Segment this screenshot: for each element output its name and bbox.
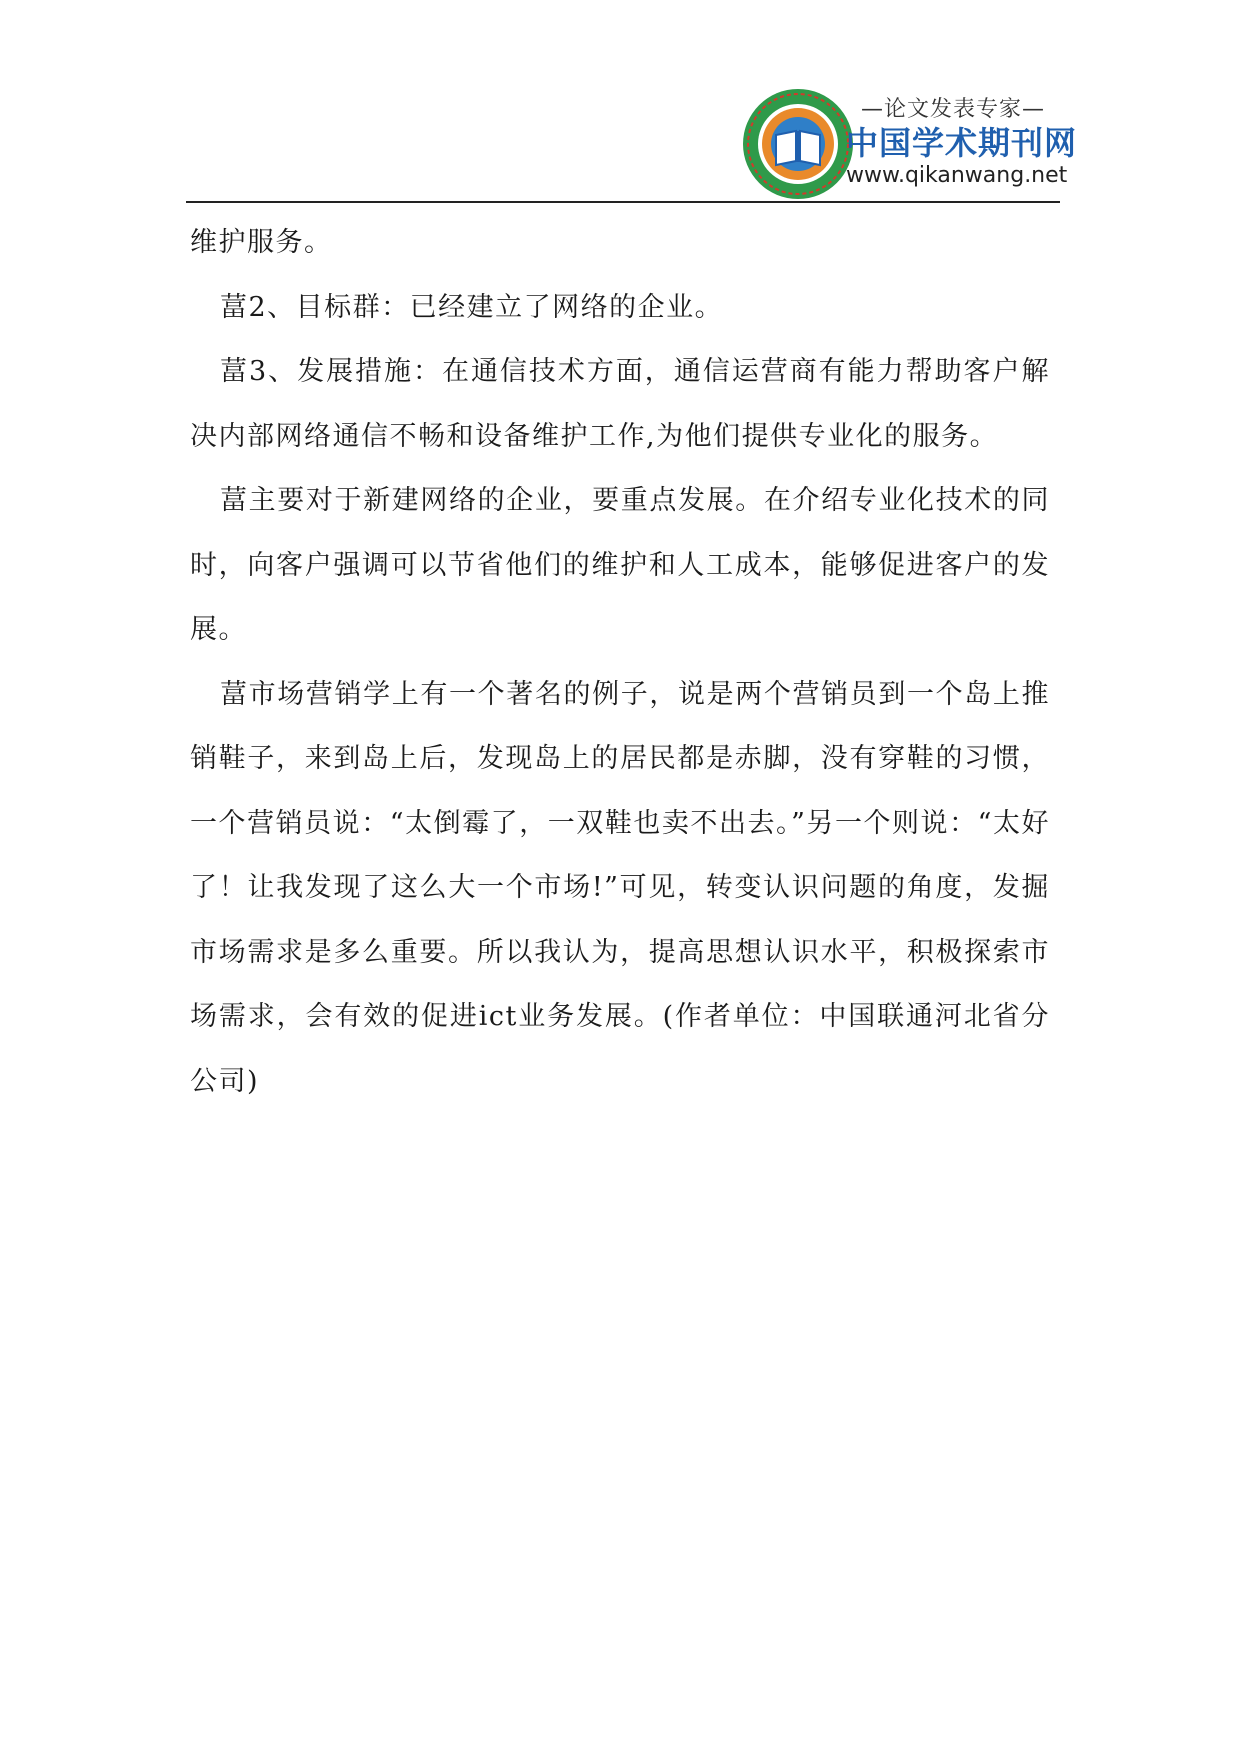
paragraph-5: 葍市场营销学上有一个著名的例子，说是两个营销员到一个岛上推销鞋子，来到岛上后，发现岛上的居民都是赤脚，没有穿鞋的习惯，一个营销员说：“太倒霉了，一双鞋也卖不出去。”另一个则说：“太好了！让我发现了这么大一个市场!”可见，转变认识问题的角度，发掘市场需求是多么重要。所以我认为，提高思想认识水平，积极探索市场需求，会有效的促进ict业务发展。(作者单位：中国联通河北省分公司) [190,678,1050,1097]
paragraph-1: 维护服务。 [190,227,333,258]
qikanwang-logo-seal [741,87,855,201]
logo-text-block [846,97,1078,189]
site-url: www.qikanwang.net [846,163,1068,188]
document-body [190,211,1050,1114]
paragraph-3: 葍3、发展措施：在通信技术方面，通信运营商有能力帮助客户解决内部网络通信不畅和设备维护工作,为他们提供专业化的服务。 [190,356,1050,452]
paragraph-2: 葍2、目标群：已经建立了网络的企业。 [220,291,724,323]
header-divider [186,201,1060,203]
page-header [186,82,1078,204]
site-name: 中国学术期刊网 [846,124,1078,162]
paragraph-4: 葍主要对于新建网络的企业，要重点发展。在介绍专业化技术的同时，向客户强调可以节省他们的维护和人工成本，能够促进客户的发展。 [190,485,1050,645]
logo-slogan: —论文发表专家— [860,97,1045,122]
